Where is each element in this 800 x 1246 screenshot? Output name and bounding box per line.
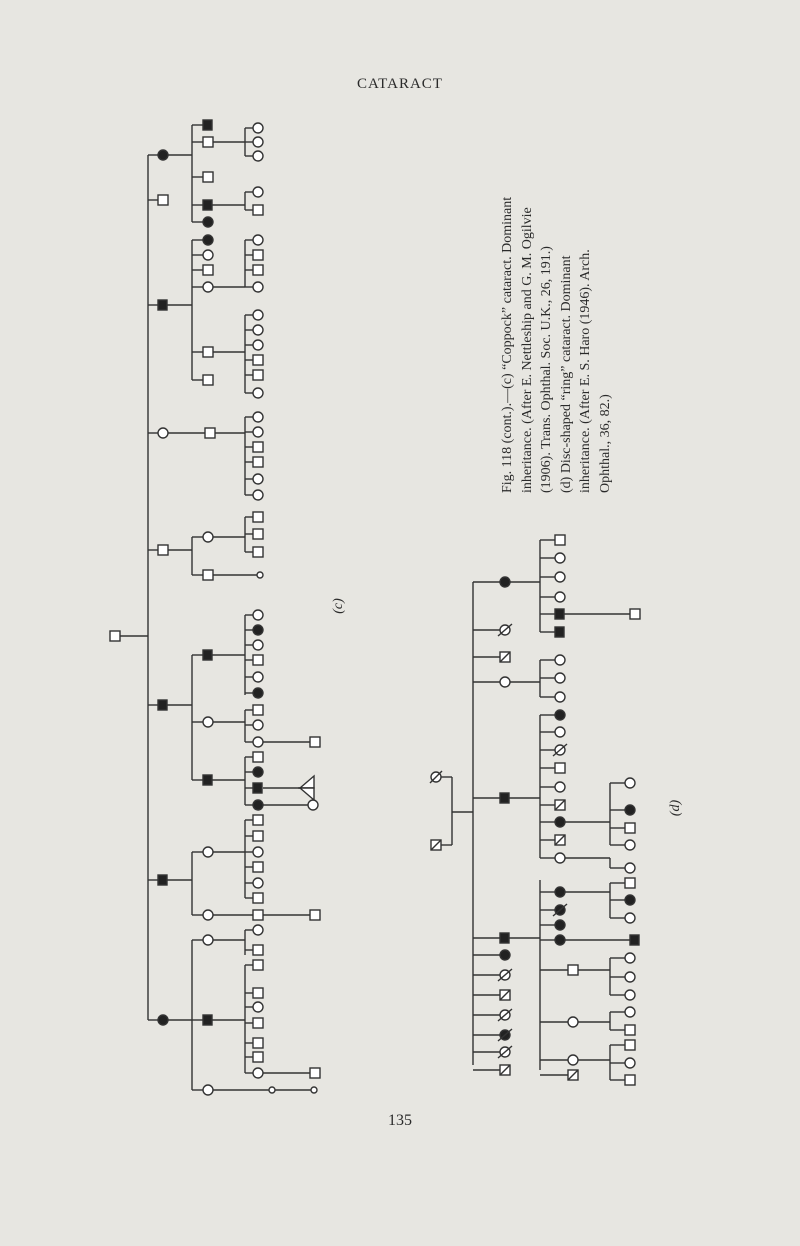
caption-line: (1906). Trans. Ophthal. Soc. U.K., 26, 191.) — [539, 246, 554, 493]
caption-line: Fig. 118 (cont.).—(c) “Coppock” cataract. Dominant — [500, 196, 515, 493]
page-number: 135 — [388, 1112, 412, 1129]
caption-line: (d) Disc-shaped “ring” cataract. Dominant — [558, 255, 574, 493]
male-symbol — [110, 631, 120, 641]
figure-caption — [498, 93, 800, 493]
pedigree-d — [430, 535, 640, 1085]
panel-c-label: (c) — [330, 598, 346, 614]
caption-line: Ophthal., 36, 82.) — [597, 394, 613, 493]
caption-line: inheritance. (After E. S. Haro (1946). Arch. — [578, 249, 593, 493]
caption-line: inheritance. (After E. Nettleship and G. M. Ogilvie — [519, 207, 535, 493]
pedigree-c — [110, 120, 320, 1095]
panel-d-label: (d) — [668, 799, 684, 817]
running-head: CATARACT — [357, 76, 443, 92]
